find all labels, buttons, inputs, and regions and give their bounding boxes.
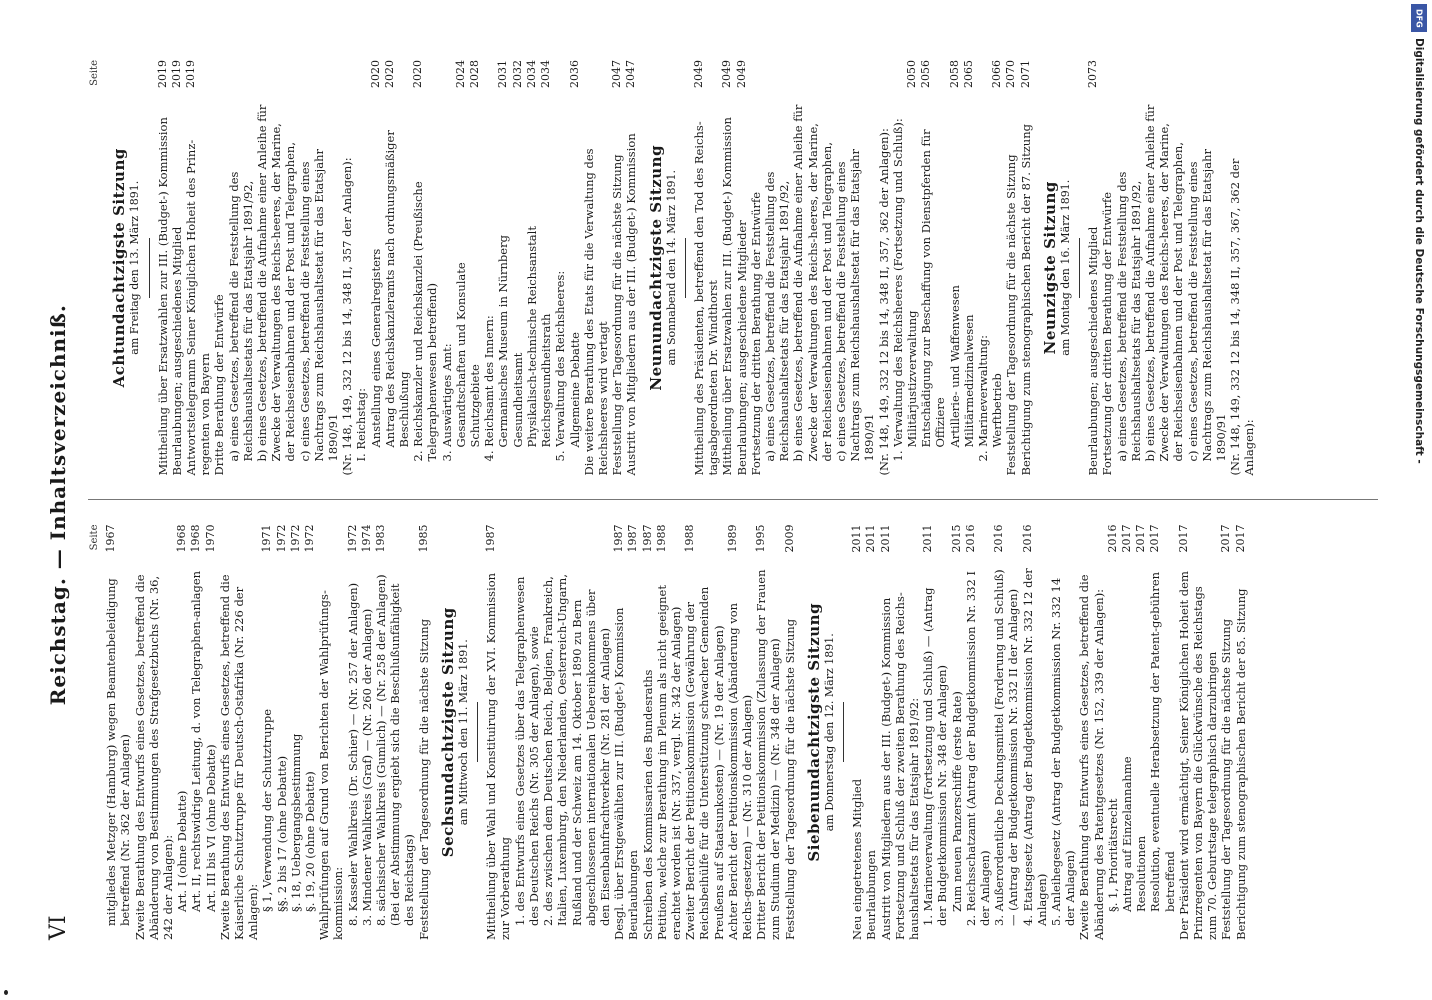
toc-entry-text: Militärmedizinalwesen (961, 314, 976, 448)
toc-entry-text: Gesandtschaften und Konsulate (453, 262, 468, 448)
toc-entry-page: 2049 (720, 60, 734, 88)
session-rule (685, 238, 686, 298)
toc-entry-page: 1967 (104, 524, 118, 553)
toc-entry-text: (Nr. 148, 149, 332 12 bis 14, 348 II, 357, 362 der Anlagen): (876, 128, 891, 476)
toc-entry (1134, 525, 1148, 941)
toc-entry-text: Fortsetzung der dritten Berathung der Entwürfe (1100, 191, 1115, 476)
toc-entry-text: Beurlaubungen; ausgeschiedene Mitglieder (734, 220, 749, 476)
toc-entry-text: Beurlaubungen; ausgeschiedenes Mitglied (169, 226, 184, 476)
toc-entry (879, 525, 893, 941)
toc-entry-page: 1988 (654, 524, 668, 553)
toc-entry-text: Germanisches Museum in Nürnberg (496, 235, 511, 448)
session-date: am Freitag den 13. März 1891. (128, 180, 142, 355)
toc-entry (1186, 60, 1229, 476)
toc-entry-text: Wahlprüfungen auf Grund von Berichten der Wahlprüfungs-kommission: (317, 590, 346, 940)
toc-entry-text: Dritter Bericht der Petitionskommission (Zulassung der Frauen zum Studium der Medizin) — (Nr. 348 der Anlagen) (754, 569, 783, 940)
toc-entry-text: Beurlaubungen; ausgeschiedenes Mitglied (1086, 226, 1101, 476)
toc-entry-text: Mittheilung über Wahl und Konstituirung der XVI. Kommission zur Vorberathung (484, 572, 513, 940)
toc-entry (749, 60, 763, 476)
toc-entry (484, 525, 512, 941)
toc-entry-page: 2034 (539, 60, 553, 88)
toc-entry-page: 2071 (1018, 60, 1032, 88)
toc-entry-page: 2016 (963, 524, 977, 553)
toc-entry-text: b) eines Gesetzes, betreffend die Aufnahme einer Anleihe für Zwecke der Verwaltungen des Reichs-heeres, der Marine, der Reichseisenbahnen und der Post und Telegraphen, (791, 104, 834, 462)
toc-column-left (88, 525, 1378, 941)
toc-entry-text: I. Reichstag: (354, 388, 369, 462)
toc-entry (720, 60, 734, 476)
toc-entry-text: 8. sächsischer Wahlkreis (Gumlich) — (Nr. 258 der Anlagen) (374, 574, 389, 926)
toc-entry-page: 2009 (782, 524, 796, 553)
toc-entry-text: Petition, welche zur Berathung im Plenum als nicht geeignet erachtet worden ist (Nr. 337, vergl. Nr. 342 der Anlagen) (654, 585, 683, 940)
toc-entry (298, 60, 341, 476)
toc-entry-text: Berichtigung zum stenographischen Bericht der 85. Sitzung (1233, 588, 1248, 940)
toc-entry (156, 60, 170, 476)
toc-entry (189, 525, 203, 941)
running-head (38, 60, 78, 940)
toc-entry-text: Resolutionen (1134, 835, 1149, 912)
toc-entry (468, 60, 482, 476)
toc-entry (683, 525, 726, 941)
toc-entry-text: Feststellung der Tagesordnung für die nächste Sitzung (416, 618, 431, 940)
toc-entry-page: 2066 (990, 60, 1004, 88)
toc-column-right (88, 60, 1378, 476)
toc-entry-page: 2070 (1004, 60, 1018, 88)
toc-entry (511, 60, 525, 476)
toc-entry (992, 525, 1020, 941)
toc-entry (692, 60, 720, 476)
toc-entry-page: 2016 (1020, 524, 1034, 553)
toc-entry-text: c) eines Gesetzes, betreffend die Feststellung eines Nachtrags zum Reichshaushaltsetat für das Etatsjahr 1890/91 (297, 149, 341, 462)
toc-entry-text: 1. Marineverwaltung (Fortsetzung und Schluß) — (Antrag der Budgetkommission Nr. 348 der Anlagen) (921, 587, 950, 926)
toc-entry-page: 1968 (189, 524, 203, 553)
session-heading: Achtundachtzigste Sitzung (110, 148, 129, 388)
toc-entry-page: 2017 (1120, 524, 1134, 553)
toc-entry-text: Art. II, rechtswidrige Leitung, d. von Telegraphen-anlagen (189, 570, 204, 912)
toc-entry (369, 60, 383, 476)
toc-entry-text: 3. Mindener Wahlkreis (Graf) — (Nr. 260 der Anlagen) (359, 608, 374, 926)
toc-entry (990, 60, 1004, 476)
seite-label: Seite (89, 60, 100, 86)
toc-entry-text: Feststellung der Tagesordnung für die nächste Sitzung (610, 154, 625, 476)
column-divider (88, 500, 1378, 501)
toc-entry (864, 525, 878, 941)
toc-entry (610, 60, 624, 476)
toc-entry-text: Zweite Berathung des Entwurfs eines Gesetzes, betreffend die Abänderung des Patentgesetzes (Nr. 152, 339 der Anlagen): (1077, 574, 1106, 940)
toc-entry (1234, 525, 1248, 941)
toc-entry (735, 60, 749, 476)
toc-entry-text: §§. 2 bis 17 (ohne Debatte) (274, 755, 289, 912)
toc-entry (905, 60, 919, 476)
toc-entry-text: Zum neuen Panzerschiffe (erste Rate) (949, 691, 964, 912)
toc-entry (1143, 60, 1186, 476)
toc-entry-page: 2050 (904, 60, 918, 88)
toc-entry-page: 1985 (416, 524, 430, 553)
toc-entry-text: Zweite Berathung des Entwurfs eines Gesetzes, betreffend die Abänderung von Bestimmungen des Strafgesetzbuchs (Nr. 36, 242 der Anlagen): (132, 574, 176, 940)
toc-entry-page: 1974 (359, 524, 373, 553)
toc-entry (227, 60, 255, 476)
seite-label: Seite (89, 524, 100, 551)
toc-entry (360, 525, 374, 941)
toc-entry (834, 60, 877, 476)
toc-entry (496, 60, 510, 476)
toc-entry-page: 1987 (612, 524, 626, 553)
toc-entry (255, 60, 298, 476)
toc-entry (1100, 60, 1114, 476)
toc-entry (212, 60, 226, 476)
toc-entry-text: Art. I (ohne Debatte) (175, 790, 190, 912)
toc-entry (454, 60, 468, 476)
toc-entry-page: 2019 (169, 60, 183, 88)
toc-entry (354, 60, 368, 476)
toc-entry (340, 60, 354, 476)
toc-entry-text: Allgemeine Debatte (567, 332, 582, 448)
toc-entry (763, 60, 791, 476)
toc-entry-page: 1968 (175, 524, 189, 553)
toc-entry-page: 2011 (921, 524, 935, 553)
toc-entry-page: 1970 (203, 524, 217, 553)
toc-entry-text: 2. Reichsschatzamt (Antrag der Budgetkommission Nr. 332 I der Anlagen) (963, 571, 992, 926)
toc-entry-text: 2. des zwischen dem Deutschen Reich, Belgien, Frankreich, Italien, Luxemburg, den Niederlanden, Oesterreich-Ungarn, Rußland und der Schweiz am 14. Oktober 1890 zu Bern abgeschlossenen internationalen Uebereinkommens über den Eisenbahnfrachtverkehr (Nr. 281 der Anlagen) (541, 574, 612, 926)
toc-entry-text: Feststellung der Tagesordnung für die nächste Sitzung (1004, 154, 1019, 476)
toc-entry-text: Austritt von Mitgliedern aus der III. (Budget-) Kommission (878, 597, 893, 940)
toc-entry-text: Anstellung eines Generalregisters (368, 248, 383, 448)
toc-entry (383, 60, 411, 476)
toc-entry-text: c) eines Gesetzes, betreffend die Feststellung eines Nachtrags zum Reichshaushaltsetat für das Etatsjahr 1890/91 (1185, 149, 1229, 462)
toc-entry-text: Mittheilung über Ersatzwahlen zur III. (Budget-) Kommission (155, 117, 170, 476)
toc-entry (1086, 60, 1100, 476)
toc-entry-text: Beurlaubungen (626, 850, 641, 940)
toc-entry (1148, 525, 1176, 941)
toc-entry-page: 1987 (484, 524, 498, 553)
toc-entry-text: Austritt von Mitgliedern aus der III. (Budget-) Kommission (624, 133, 639, 476)
toc-entry-page: 2017 (1233, 524, 1247, 553)
toc-entry (317, 525, 345, 941)
session-date: am Mittwoch den 11. März 1891. (457, 639, 471, 826)
toc-entry-text: (Nr. 148, 149, 332 12 bis 14, 348 II, 357, 367, 362 der Anlagen): (1228, 158, 1257, 476)
toc-entry-text: Neu eingetretenes Mitglied (850, 778, 865, 940)
toc-entry-text: b) eines Gesetzes, betreffend die Aufnahme einer Anleihe für Zwecke der Verwaltungen des Reichs-heeres, der Marine, der Reichseisenbahnen und der Post und Telegraphen, (255, 104, 298, 462)
session-date: am Montag den 16. März 1891. (1059, 179, 1072, 356)
toc-entry-page: 1971 (260, 524, 274, 553)
toc-entry-text: Zweite Berathung des Entwurfs eines Gesetzes, betreffend die Kaiserliche Schutztruppe für Deutsch-Ostafrika (Nr. 226 der Anlagen): (217, 574, 261, 940)
toc-entry-text: Dritte Berathung der Entwürfe (212, 294, 227, 476)
toc-entry-page: 2015 (949, 524, 963, 553)
toc-entry-text: Die weitere Berathung des Etats für die Verwaltung des Reichsheeres wird vertagt (581, 148, 610, 476)
page-title: Reichstag. — Inhaltsverzeichniß. (46, 304, 70, 706)
toc-entry (346, 525, 360, 941)
toc-entry (568, 60, 582, 476)
dfg-logo: DFG (1411, 4, 1427, 32)
toc-entry-text: Feststellung der Tagesordnung für die nächste Sitzung (1219, 618, 1234, 940)
toc-entry (962, 60, 976, 476)
toc-entry-page: 2016 (1105, 524, 1119, 553)
scan-speck (4, 990, 8, 995)
toc-entry (170, 60, 184, 476)
toc-entry-text: Schutzgebiete (468, 364, 483, 448)
toc-entry (964, 525, 992, 941)
toc-entry-page: 2047 (624, 60, 638, 88)
toc-entry (921, 525, 949, 941)
toc-entry-page: 2019 (155, 60, 169, 88)
toc-entry (204, 525, 218, 941)
toc-entry (541, 525, 612, 941)
toc-entry-page: 2016 (992, 524, 1006, 553)
toc-entry-page: 2034 (524, 60, 538, 88)
toc-entry-text: a) eines Gesetzes, betreffend die Feststellung des Reichshaushaltsetats für das Etatsjahr 1891/92, (1114, 171, 1143, 462)
toc-entry-text: Werftbetrieb (990, 373, 1005, 448)
toc-entry (1019, 60, 1033, 476)
toc-entry-page: 1995 (754, 524, 768, 553)
toc-entry (783, 525, 797, 941)
toc-entry-text: 5. Verwaltung des Reichsheeres: (553, 270, 568, 462)
toc-entry-page: 1972 (274, 524, 288, 553)
toc-entry (891, 60, 905, 476)
toc-entry-text: Schreiben des Kommissarien des Bundesraths (640, 669, 655, 940)
toc-entry (1120, 525, 1134, 941)
toc-entry-text: Zweiter Bericht der Petitionskommission (Gewährung der Reichsbeihülfe für die Unterstützung schwacher Gemeinden Preußens auf Staatsunkosten) — (Nr. 19 der Anlagen) (683, 586, 726, 940)
toc-entry-text: Berichtigung zum stenographischen Bericht der 87. Sitzung (1018, 124, 1033, 476)
toc-entry (655, 525, 683, 941)
toc-entry-page: 2065 (961, 60, 975, 88)
toc-entry-text: Antrag des Reichskanzleramts nach ordnungsmäßiger Beschlußung (382, 130, 412, 448)
session-heading: Neunzigste Sitzung (1040, 181, 1059, 355)
toc-entry-page: 2049 (734, 60, 748, 88)
toc-entry-text: 4. Reichsamt des Innern: (482, 315, 497, 462)
toc-entry-text: Physikalisch-technische Reichsanstalt (524, 226, 539, 448)
toc-entry-page: 2017 (1176, 524, 1190, 553)
toc-entry-text: Militärjustizverwaltung (904, 310, 919, 448)
toc-entry-text: 2. Reichskanzler und Reichskanzlei (Preußische Telegraphenwesen betreffend) (411, 181, 440, 462)
toc-entry (1106, 525, 1120, 941)
toc-entry-text: a) eines Gesetzes, betreffend die Feststellung des Reichshaushaltsetats für das Etatsjahr 1891/92, (762, 171, 792, 462)
toc-entry-page: 2058 (947, 60, 961, 88)
toc-entry-page: 2017 (1134, 524, 1148, 553)
toc-entry-text: Beurlaubungen (864, 850, 879, 940)
digitization-credit-text: Digitalisierung gefördert durch die Deutsche Forschungsgemeinschaft - (1413, 38, 1425, 464)
toc-entry-page: 1972 (288, 524, 302, 553)
toc-entry (976, 60, 990, 476)
toc-entry-text: mitgliedes Metzger (Hamburg) wegen Beamtenbeleidigung betreffend (Nr. 362 der Anlagen) (104, 578, 133, 926)
toc-entry-page: 2036 (567, 60, 581, 88)
session-date: am Donnerstag den 12. März 1891. (822, 633, 836, 832)
toc-entry-page: 2019 (184, 60, 198, 88)
toc-entry-text: 5. Anleihegesetz (Antrag der Budgetkommission Nr. 332 14 der Anlagen) (1049, 577, 1078, 926)
toc-entry (1021, 525, 1049, 941)
toc-entry (303, 525, 317, 941)
toc-entry (539, 60, 553, 476)
toc-entry-page: 2011 (864, 524, 878, 553)
toc-entry-text: Der Präsident wird ermächtigt, Seiner Königlichen Hoheit dem Prinzregenten von Bayern die Glückwünsche des Reichstags zum 70. Geburtstage telegraphisch darzubringen (1176, 571, 1220, 940)
toc-entry (133, 525, 176, 941)
session-heading: Siebenundachtzigste Sitzung (804, 602, 823, 862)
toc-entry-text: §. 19, 20 (ohne Debatte) (303, 771, 318, 912)
toc-entry-page: 2011 (878, 524, 892, 553)
toc-entry (440, 60, 454, 476)
toc-entry-text: c) eines Gesetzes, betreffend die Feststellung eines Nachtrags zum Reichshaushaltsetat für das Etatsjahr 1890/91 (833, 149, 877, 462)
toc-columns (88, 60, 1378, 940)
toc-entry-text: Desgl. über Erstgewählten zur III. (Budget-) Kommission (612, 607, 627, 940)
toc-entry-text: 4. Etatsgesetz (Antrag der Budgetkommission Nr. 332 12 der Anlagen) (1020, 568, 1049, 926)
toc-entry (1228, 60, 1256, 476)
toc-entry-page: 2073 (1086, 60, 1100, 88)
toc-entry-text: Antrag auf Einzelannahme (1120, 756, 1135, 912)
toc-entry-page: 2056 (919, 60, 933, 88)
toc-entry (553, 60, 567, 476)
toc-entry (641, 525, 655, 941)
toc-entry-page: 2020 (411, 60, 425, 88)
toc-entry-text: 8. Kasseler Wahlkreis (Dr. Schier) — (Nr. 257 der Anlagen) (345, 582, 360, 926)
toc-entry (525, 60, 539, 476)
toc-entry-page: 1983 (374, 524, 388, 553)
toc-entry (513, 525, 541, 941)
toc-entry (289, 525, 303, 941)
toc-entry (950, 525, 964, 941)
page-number: VI (45, 915, 71, 940)
session-rule (1079, 238, 1080, 298)
toc-entry-page: 2017 (1219, 524, 1233, 553)
toc-entry-text: 3. Außerordentliche Deckungsmittel (Forderung und Schluß) — (Antrag der Budgetkommission Nr. 332 II der Anlagen) (992, 569, 1021, 926)
toc-entry (726, 525, 754, 941)
toc-entry-text: Entschädigung zur Beschaffung von Dienstpferden für Offiziere (919, 129, 948, 448)
toc-entry-text: Achter Bericht der Petitionskommission (Abänderung von Reichs-gesetzen) — (Nr. 310 der Anlagen) (725, 602, 754, 940)
toc-entry-text: Feststellung der Tagesordnung für die nächste Sitzung (782, 618, 797, 940)
digitization-credit (1408, 0, 1430, 1000)
toc-entry (626, 525, 640, 941)
toc-entry (919, 60, 947, 476)
toc-entry (893, 525, 921, 941)
toc-entry (184, 60, 212, 476)
toc-entry-text: Reichsgesundheitsrath (539, 313, 554, 448)
toc-entry (582, 60, 610, 476)
toc-entry (1077, 525, 1105, 941)
toc-entry (275, 525, 289, 941)
toc-entry-text: Artillerie- und Waffenwesen (947, 285, 962, 448)
toc-entry (1219, 525, 1233, 941)
session-rule (477, 702, 478, 762)
toc-entry-text: b) eines Gesetzes, betreffend die Aufnahme einer Anleihe für Zwecke der Verwaltungen des Reichs-heeres, der Marine, der Reichseisenbahnen und der Post und Telegraphen, (1143, 104, 1186, 462)
toc-entry-text: § 1, Verwendung der Schutztruppe (260, 708, 275, 912)
toc-entry (374, 525, 388, 941)
toc-entry (1177, 525, 1220, 941)
toc-entry (411, 60, 439, 476)
toc-entry-text: 3. Auswärtiges Amt: (439, 343, 454, 462)
toc-entry-text: Mittheilung des Präsidenten, betreffend den Tod des Reichs-tagsabgeordneten Dr. Windthorst (691, 121, 721, 476)
toc-entry (417, 525, 431, 941)
toc-entry-page: 1988 (683, 524, 697, 553)
toc-entry-text: Fortsetzung und Schluß der zweiten Berathung des Reichs-haushaltsetats für das Etatsjahr 1891/92: (892, 592, 921, 940)
toc-entry-page: 2031 (496, 60, 510, 88)
toc-entry-page: 1987 (626, 524, 640, 553)
toc-entry-page: 2020 (368, 60, 382, 88)
toc-entry-text: §. 18, Uebergangsbestimmung (288, 733, 303, 912)
toc-entry (791, 60, 834, 476)
toc-entry-page: 2024 (453, 60, 467, 88)
toc-entry-text: §. 1, Prioritätsrecht (1105, 798, 1120, 912)
session-date: am Sonnabend den 14. März 1891. (664, 169, 678, 366)
toc-entry-text: a) eines Gesetzes, betreffend die Feststellung des Reichshaushaltsetats für das Etatsjahr 1891/92, (226, 171, 255, 462)
session-rule (843, 702, 844, 762)
toc-entry (482, 60, 496, 476)
toc-entry-page: 2049 (691, 60, 705, 88)
toc-entry-page: 1972 (303, 524, 317, 553)
toc-entry (624, 60, 638, 476)
toc-entry (1115, 60, 1143, 476)
toc-entry-page: 2047 (610, 60, 624, 88)
toc-entry (1049, 525, 1077, 941)
toc-entry-text: 2. Marineverwaltung: (975, 335, 990, 462)
session-rule (149, 238, 150, 298)
toc-entry (1004, 60, 1018, 476)
toc-entry-text: Mittheilung über Ersatzwahlen zur III. (Budget-) Kommission (720, 117, 735, 476)
toc-entry (754, 525, 782, 941)
toc-entry-text: Resolution, eventuelle Herabsetzung der Patent-gebühren betreffend (1148, 571, 1177, 912)
session-heading: Neunundachtzigste Sitzung (646, 144, 665, 391)
toc-entry-page: 2011 (850, 524, 864, 553)
toc-entry-page: 2017 (1148, 524, 1162, 553)
toc-entry-page: 2032 (510, 60, 524, 88)
toc-entry-text: 1. Verwaltung des Reichsheeres (Fortsetzung und Schluß): (890, 118, 905, 462)
dfg-credit-strip (1408, 0, 1430, 1000)
toc-entry-text: Art. III bis VI (ohne Debatte) (203, 744, 218, 912)
toc-entry (260, 525, 274, 941)
toc-entry-page: 2020 (382, 60, 396, 88)
toc-entry (388, 525, 416, 941)
toc-entry-text: (Nr. 148, 149, 332 12 bis 14, 348 II, 357 der Anlagen): (340, 157, 355, 476)
toc-entry-page: 1972 (345, 524, 359, 553)
toc-entry-text: Fortsetzung der dritten Berathung der Entwürfe (748, 191, 763, 476)
toc-entry (612, 525, 626, 941)
toc-entry (877, 60, 891, 476)
toc-entry (104, 525, 132, 941)
toc-entry-page: 1987 (640, 524, 654, 553)
toc-entry (175, 525, 189, 941)
toc-entry (948, 60, 962, 476)
toc-entry-text: 1. des Entwurfs eines Gesetzes über das Telegraphenwesen des Deutschen Reichs (Nr. 305 der Anlagen), sowie (512, 576, 541, 926)
toc-entry-page: 2028 (468, 60, 482, 88)
session-heading: Sechsundachtzigste Sitzung (438, 607, 457, 858)
toc-entry-page: 1989 (725, 524, 739, 553)
toc-entry (850, 525, 864, 941)
toc-entry-text: Antwortstelegramm Seiner Königlichen Hoheit des Prinz-regenten von Bayern (184, 139, 213, 476)
toc-entry (218, 525, 261, 941)
toc-entry-text: (Bei der Abstimmung ergiebt sich die Beschlußunfähigkeit des Reichstags) (388, 583, 417, 926)
toc-entry-text: Gesundheitsamt (510, 352, 525, 448)
